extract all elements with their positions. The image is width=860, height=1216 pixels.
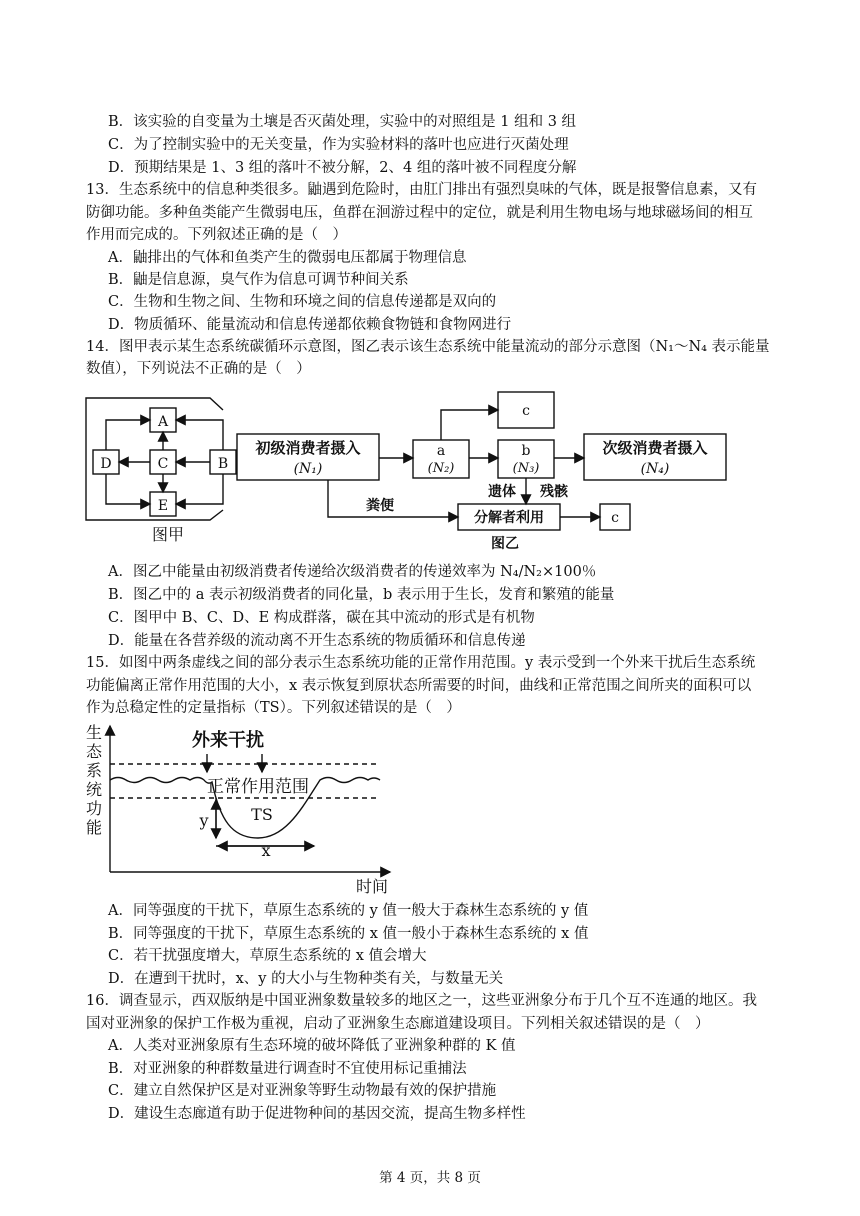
node-d-label: D [100, 456, 112, 472]
figure-yi-label: 图乙 [491, 536, 519, 552]
q12-option-b: B．该实验的自变量为土壤是否灭菌处理，实验中的对照组是 1 组和 3 组 [108, 114, 577, 130]
q12-option-c: C．为了控制实验中的无关变量，作为实验材料的落叶也应进行灭菌处理 [108, 137, 569, 153]
q15-graph [80, 720, 400, 896]
q14-stem-line2: 数值），下列说法不正确的是（ ） [86, 361, 311, 377]
q14-option-c: C．图甲中 B、C、D、E 构成群落，碳在其中流动的形式是有机物 [108, 610, 535, 626]
q14-option-d: D．能量在各营养级的流动离不开生态系统的物质循环和信息传递 [108, 633, 526, 649]
q15-stem-line1: 15．如图中两条虚线之间的部分表示生态系统功能的正常作用范围。y 表示受到一个外来干扰后生态系统 [86, 655, 756, 671]
q15-option-b: B．同等强度的干扰下，草原生态系统的 x 值一般小于森林生态系统的 x 值 [108, 926, 589, 942]
node-c-label: C [157, 456, 169, 472]
remains-left-label: 遗体 [488, 484, 516, 500]
node-a-label: A [157, 414, 169, 430]
page-footer: 第 4 页，共 8 页 [379, 1170, 481, 1186]
x-label: x [261, 841, 271, 860]
remains-right-label: 残骸 [540, 484, 568, 500]
q13-stem-line3: 作用而完成的。下列叙述正确的是（ ） [86, 227, 347, 243]
q14-stem-line1: 14．图甲表示某生态系统碳循环示意图，图乙表示该生态系统中能量流动的部分示意图（N₁～N₄ 表示能量 [86, 339, 770, 355]
q14-option-a: A．图乙中能量由初级消费者传递给次级消费者的传递效率为 N₄/N₂×100％ [108, 564, 597, 580]
node-e-label: E [157, 498, 169, 514]
disturbance-label: 外来干扰 [192, 730, 264, 751]
q16-stem-line1: 16．调查显示，西双版纳是中国亚洲象数量较多的地区之一，这些亚洲象分布于几个互不连通的地区。我 [86, 993, 757, 1009]
c-bottom-label: c [611, 510, 619, 526]
q13-option-a: A．鼬排出的气体和鱼类产生的微弱电压都属于物理信息 [108, 250, 467, 266]
q14-diagram [80, 390, 760, 560]
q16-option-b: B．对亚洲象的种群数量进行调查时不宜使用标记重捕法 [108, 1061, 467, 1077]
c-top-label: c [522, 403, 530, 419]
q15-option-d: D．在遭到干扰时，x、y 的大小与生物种类有关，与数量无关 [108, 971, 504, 987]
q13-stem-line1: 13．生态系统中的信息种类很多。鼬遇到危险时，由肛门排出有强烈臭味的气体，既是报警信息素，又有 [86, 182, 757, 198]
ylabel-char-3: 系 [85, 761, 103, 780]
primary-consumer-n1: (N₁) [293, 461, 323, 477]
secondary-consumer-label: 次级消费者摄入 [602, 439, 708, 457]
q16-option-c: C．建立自然保护区是对亚洲象等野生动物最有效的保护措施 [108, 1083, 497, 1099]
q13-option-c: C．生物和生物之间、生物和环境之间的信息传递都是双向的 [108, 294, 497, 310]
q13-option-d: D．物质循环、能量流动和信息传递都依赖食物链和食物网进行 [108, 317, 512, 333]
q12-option-d: D．预期结果是 1、3 组的落叶不被分解，2、4 组的落叶被不同程度分解 [108, 160, 577, 176]
ts-label: TS [251, 805, 273, 824]
q13-option-b: B．鼬是信息源，臭气作为信息可调节种间关系 [108, 272, 409, 288]
node-b-label: B [217, 456, 229, 472]
q13-stem-line2: 防御功能。多种鱼类能产生微弱电压，鱼群在洄游过程中的定位，就是利用生物电场与地球磁场间的相互 [86, 205, 753, 221]
b-n3: (N₃) [512, 461, 540, 476]
q16-option-d: D．建设生态廊道有助于促进物种间的基因交流，提高生物多样性 [108, 1106, 526, 1122]
ylabel-char-2: 态 [85, 742, 103, 761]
q15-option-c: C．若干扰强度增大，草原生态系统的 x 值会增大 [108, 948, 427, 964]
q15-stem-line2: 功能偏离正常作用范围的大小，x 表示恢复到原状态所需要的时间，曲线和正常范围之间所夹的面积可以 [86, 678, 752, 694]
a-label: a [436, 443, 446, 459]
decomposer-label: 分解者利用 [474, 510, 544, 526]
ylabel-char-6: 能 [85, 818, 103, 837]
y-label: y [199, 811, 209, 830]
normal-range-label: 正常作用范围 [207, 777, 309, 797]
q16-stem-line2: 国对亚洲象的保护工作极为重视，启动了亚洲象生态廊道建设项目。下列相关叙述错误的是（ ） [86, 1016, 710, 1032]
q14-option-b: B．图乙中的 a 表示初级消费者的同化量，b 表示用于生长，发育和繁殖的能量 [108, 587, 615, 603]
a-n2: (N₂) [427, 461, 455, 476]
ylabel-char-5: 功 [85, 799, 103, 818]
q15-stem-line3: 作为总稳定性的定量指标（TS）。下列叙述错误的是（ ） [86, 700, 461, 716]
ylabel-char-1: 生 [85, 723, 103, 742]
time-axis-label: 时间 [355, 877, 389, 896]
b-label: b [521, 443, 531, 459]
figure-jia-label: 图甲 [151, 525, 185, 544]
ylabel-char-4: 统 [85, 780, 103, 799]
primary-consumer-label: 初级消费者摄入 [255, 439, 361, 457]
secondary-consumer-n4: (N₄) [640, 461, 670, 477]
q16-option-a: A．人类对亚洲象原有生态环境的破坏降低了亚洲象种群的 K 值 [108, 1038, 516, 1054]
q15-option-a: A．同等强度的干扰下，草原生态系统的 y 值一般大于森林生态系统的 y 值 [108, 903, 589, 919]
feces-label: 粪便 [366, 498, 394, 514]
